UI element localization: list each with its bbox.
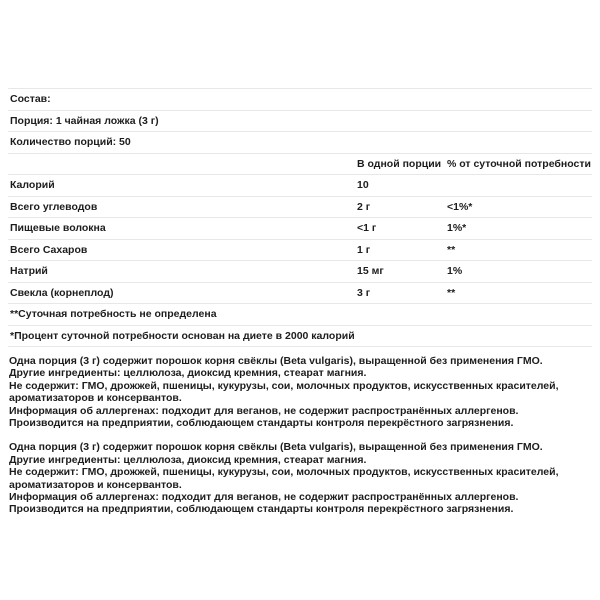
- nutrient-label: Свекла (корнеплод): [10, 286, 114, 299]
- dv-cell: **: [447, 243, 456, 256]
- nutrient-label: Всего углеводов: [10, 200, 98, 213]
- description-line-other-ingredients: Другие ингредиенты: целлюлоза, диоксид кремния, стеарат магния.: [9, 453, 367, 466]
- info-row-label: Состав:: [10, 93, 51, 106]
- dv-cell: <1%*: [447, 200, 473, 213]
- description-block: [9, 441, 587, 515]
- nutrient-row-beet-root: [8, 283, 592, 305]
- nutrient-row-calories: [8, 175, 592, 197]
- nutrient-label: Всего Сахаров: [10, 243, 88, 256]
- dv-cell: 1%*: [447, 222, 467, 235]
- description-line-serving-contents: Одна порция (3 г) содержит порошок корня свёклы (Beta vulgaris), выращенной без применения ГМО.: [9, 441, 543, 454]
- dv-cell: **: [447, 286, 456, 299]
- amount-cell: 1 г: [357, 243, 371, 256]
- description-block: [9, 355, 587, 429]
- nutrient-row-total-carbs: [8, 197, 592, 219]
- description-line-allergen-info: Информация об аллергенах: подходит для веганов, не содержит распространённых аллергенов. Производится на предприятии, соблюдающем стандарты контроля перекрёстного загрязнения.: [9, 404, 519, 430]
- footnote-text: **Суточная потребность не определена: [10, 308, 217, 321]
- description-line-does-not-contain: Не содержит: ГМО, дрожжей, пшеницы, кукурузы, сои, молочных продуктов, искусственных красителей, ароматизаторов и консервантов.: [9, 466, 559, 491]
- dv-cell: 1%: [447, 265, 463, 278]
- description-line-other-ingredients: Другие ингредиенты: целлюлоза, диоксид кремния, стеарат магния.: [9, 367, 367, 380]
- amount-cell: 10: [357, 179, 369, 192]
- nutrient-row-dietary-fiber: [8, 218, 592, 240]
- info-row-composition: [8, 89, 592, 111]
- column-header-daily-value: % от суточной потребности: [447, 157, 591, 170]
- supplement-facts-table: [8, 88, 592, 347]
- nutrient-label: Натрий: [10, 265, 48, 278]
- info-row-servings-per-container: [8, 132, 592, 154]
- description-line-does-not-contain: Не содержит: ГМО, дрожжей, пшеницы, кукурузы, сои, молочных продуктов, искусственных красителей, ароматизаторов и консервантов.: [9, 379, 559, 405]
- footnote-row-daily-value-not-established: [8, 304, 592, 326]
- column-header-row: [8, 154, 592, 176]
- nutrient-label: Пищевые волокна: [10, 222, 106, 235]
- info-row-label: Количество порций: 50: [10, 136, 131, 149]
- product-descriptions: [9, 355, 587, 516]
- info-row-serving-size: [8, 111, 592, 133]
- amount-cell: 2 г: [357, 200, 371, 213]
- nutrient-row-sodium: [8, 261, 592, 283]
- amount-cell: <1 г: [357, 222, 377, 235]
- nutrient-label: Калорий: [10, 179, 55, 192]
- column-header-amount: В одной порции: [357, 157, 442, 170]
- description-line-serving-contents: Одна порция (3 г) содержит порошок корня свёклы (Beta vulgaris), выращенной без применения ГМО.: [9, 355, 543, 367]
- footnote-row-percent-daily-value-basis: [8, 326, 592, 348]
- amount-cell: 3 г: [357, 286, 371, 299]
- description-line-allergen-info: Информация об аллергенах: подходит для веганов, не содержит распространённых аллергенов. Производится на предприятии, соблюдающем стандарты контроля перекрёстного загрязнения.: [9, 491, 519, 516]
- amount-cell: 15 мг: [357, 265, 384, 278]
- footnote-text: *Процент суточной потребности основан на диете в 2000 калорий: [10, 329, 355, 342]
- info-row-label: Порция: 1 чайная ложка (3 г): [10, 114, 159, 127]
- nutrient-row-total-sugars: [8, 240, 592, 262]
